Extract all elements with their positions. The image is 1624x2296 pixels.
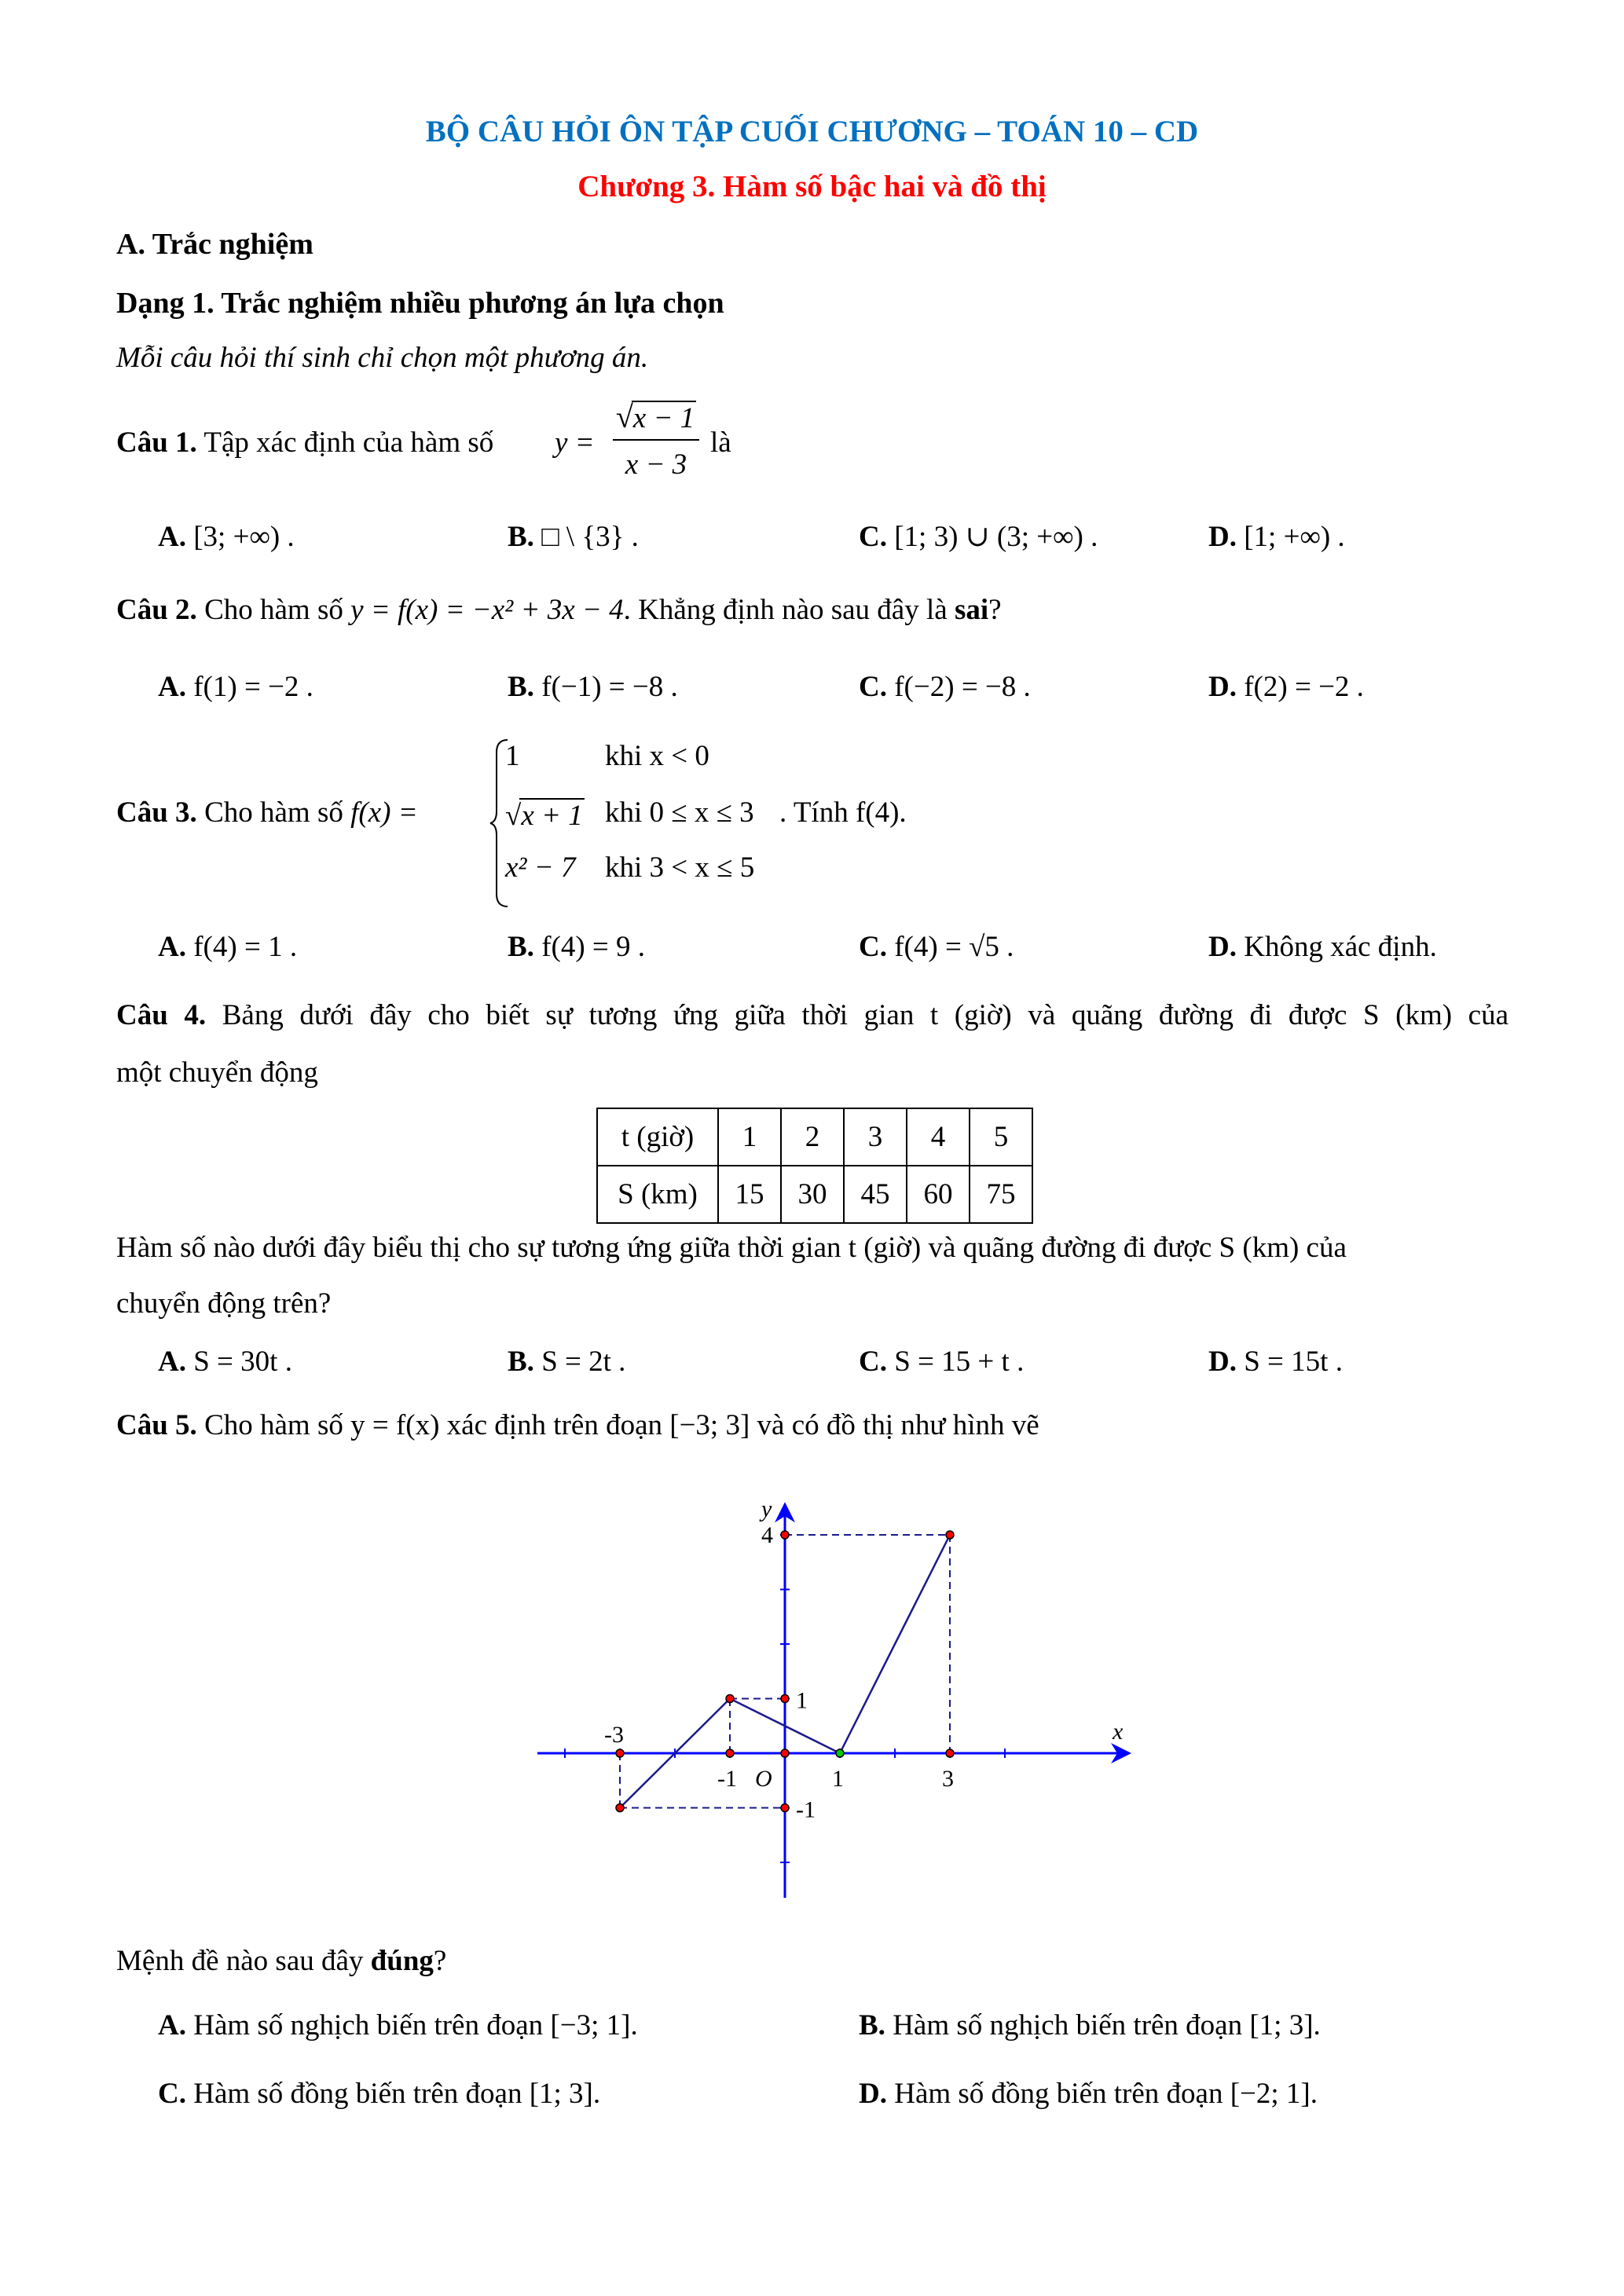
document-title: BỘ CÂU HỎI ÔN TẬP CUỐI CHƯƠNG – TOÁN 10 – CD xyxy=(425,115,1199,148)
chapter-subtitle: Chương 3. Hàm số bậc hai và đồ thị xyxy=(577,170,1047,203)
data-point xyxy=(726,1749,734,1757)
q3-option-d[interactable]: D. Không xác định. xyxy=(1208,931,1437,963)
q3-tail: . Tính f(4). xyxy=(779,796,907,829)
question-text: Tập xác định của hàm số xyxy=(203,427,494,459)
table-cell: 4 xyxy=(907,1108,970,1166)
data-point xyxy=(946,1531,954,1539)
formula-lhs: y = xyxy=(555,427,595,459)
data-point xyxy=(781,1531,789,1539)
formula: y = f(x) = −x² + 3x − 4 xyxy=(350,594,624,626)
prompt-text: Mệnh đề nào sau đây xyxy=(116,1945,364,1977)
question-text: Cho hàm số xyxy=(204,796,343,829)
fraction-numerator: x − 1 xyxy=(632,402,695,434)
q1-option-b[interactable]: B. □ \ {3} . xyxy=(508,521,639,553)
question-label: Câu 5. xyxy=(116,1409,197,1441)
q5-option-b[interactable]: B. Hàm số nghịch biến trên đoạn [1; 3]. xyxy=(859,2009,1321,2041)
q3-option-a[interactable]: A. f(4) = 1 . xyxy=(158,931,298,963)
question-4-follow: Hàm số nào dưới đây biểu thị cho sự tương ứng giữa thời gian t (giờ) và quãng đường đi được S (km) của xyxy=(116,1232,1347,1264)
q1-option-a[interactable]: A. [3; +∞) . xyxy=(158,521,295,553)
data-point xyxy=(781,1695,789,1703)
data-point xyxy=(781,1804,789,1812)
data-point xyxy=(946,1749,954,1757)
table-cell: 15 xyxy=(718,1166,781,1223)
case-1-expr: 1 xyxy=(505,740,520,772)
case-3-cond: khi 3 < x ≤ 5 xyxy=(605,851,755,884)
x-axis-label: x xyxy=(1113,1719,1124,1745)
data-point xyxy=(836,1749,844,1757)
question-tail: . Khẳng định nào sau đây là xyxy=(623,594,948,626)
section-heading: A. Trắc nghiệm xyxy=(116,228,313,261)
y-tick-label: 4 xyxy=(761,1522,773,1548)
case-2-expr: √x + 1 xyxy=(505,800,583,832)
question-4-line2: một chuyển động xyxy=(116,1056,318,1089)
question-type-heading: Dạng 1. Trắc nghiệm nhiều phương án lựa chọn xyxy=(116,287,724,320)
case-3-expr: x² − 7 xyxy=(505,851,576,884)
data-point xyxy=(781,1749,789,1757)
question-4-follow-line2: chuyển động trên? xyxy=(116,1287,332,1320)
q1-option-d[interactable]: D. [1; +∞) . xyxy=(1208,521,1345,553)
case-2-cond: khi 0 ≤ x ≤ 3 xyxy=(605,796,754,829)
table-cell: 2 xyxy=(781,1108,844,1166)
q4-option-c[interactable]: C. S = 15 + t . xyxy=(859,1346,1025,1378)
table-cell: 30 xyxy=(781,1166,844,1223)
q4-option-b[interactable]: B. S = 2t . xyxy=(508,1346,626,1378)
table-cell: 60 xyxy=(907,1166,970,1223)
table-cell: 1 xyxy=(718,1108,781,1166)
q1-tail: là xyxy=(710,427,731,459)
fraction-denominator: x − 3 xyxy=(625,449,687,481)
table-cell: t (giờ) xyxy=(597,1108,718,1166)
q3-option-b[interactable]: B. f(4) = 9 . xyxy=(508,931,646,963)
q2-option-a[interactable]: A. f(1) = −2 . xyxy=(158,671,313,703)
q5-option-c[interactable]: C. Hàm số đồng biến trên đoạn [1; 3]. xyxy=(158,2078,601,2110)
question-label: Câu 1. xyxy=(116,427,197,459)
y-axis-label: y xyxy=(761,1496,772,1522)
y-tick-label: 1 xyxy=(796,1687,808,1714)
emphasis: sai xyxy=(954,594,989,626)
data-point xyxy=(726,1695,734,1703)
case-1-cond: khi x < 0 xyxy=(605,740,709,772)
x-tick-label: 3 xyxy=(942,1766,954,1792)
table-cell: 75 xyxy=(970,1166,1032,1223)
y-tick-label: -1 xyxy=(796,1796,816,1823)
question-text: Cho hàm số y = f(x) xác định trên đoạn [−3; 3] và có đồ thị như hình vẽ xyxy=(204,1409,1039,1441)
question-mark: ? xyxy=(988,594,1002,626)
question-label: Câu 4. xyxy=(116,999,207,1031)
table-cell: 45 xyxy=(844,1166,907,1223)
q3-option-c[interactable]: C. f(4) = √5 . xyxy=(859,931,1014,963)
table-cell: 3 xyxy=(844,1108,907,1166)
q5-option-d[interactable]: D. Hàm số đồng biến trên đoạn [−2; 1]. xyxy=(859,2078,1318,2110)
instruction-text: Mỗi câu hỏi thí sinh chỉ chọn một phương án. xyxy=(116,342,649,374)
data-point xyxy=(616,1804,624,1812)
x-tick-label: -3 xyxy=(604,1722,624,1748)
emphasis: đúng xyxy=(370,1945,434,1977)
sqrt-icon: √ xyxy=(615,399,633,434)
q4-option-a[interactable]: A. S = 30t . xyxy=(158,1346,292,1378)
table-cell: 5 xyxy=(970,1108,1032,1166)
sqrt-icon: √ xyxy=(505,800,522,832)
q2-option-d[interactable]: D. f(2) = −2 . xyxy=(1208,671,1364,703)
question-text: Bảng dưới đây cho biết sự tương ứng giữa thời gian t (giờ) và quãng đường đi được S (km) của xyxy=(222,999,1509,1031)
q4-option-d[interactable]: D. S = 15t . xyxy=(1208,1346,1343,1378)
q2-option-b[interactable]: B. f(−1) = −8 . xyxy=(508,671,678,703)
question-text: Cho hàm số xyxy=(204,594,343,626)
q1-option-c[interactable]: C. [1; 3) ∪ (3; +∞) . xyxy=(859,521,1098,553)
question-label: Câu 2. xyxy=(116,594,197,626)
question-label: Câu 3. xyxy=(116,796,197,829)
question-mark: ? xyxy=(433,1945,447,1977)
q5-option-a[interactable]: A. Hàm số nghịch biến trên đoạn [−3; 1]. xyxy=(158,2009,638,2041)
formula-lhs: f(x) = xyxy=(350,796,418,829)
data-point xyxy=(616,1749,624,1757)
table-cell: S (km) xyxy=(597,1166,718,1223)
q2-option-c[interactable]: C. f(−2) = −8 . xyxy=(859,671,1031,703)
question-5-prompt xyxy=(116,1946,446,1976)
origin-label: O xyxy=(755,1766,772,1792)
x-tick-label: -1 xyxy=(717,1766,737,1792)
x-tick-label: 1 xyxy=(832,1766,844,1792)
